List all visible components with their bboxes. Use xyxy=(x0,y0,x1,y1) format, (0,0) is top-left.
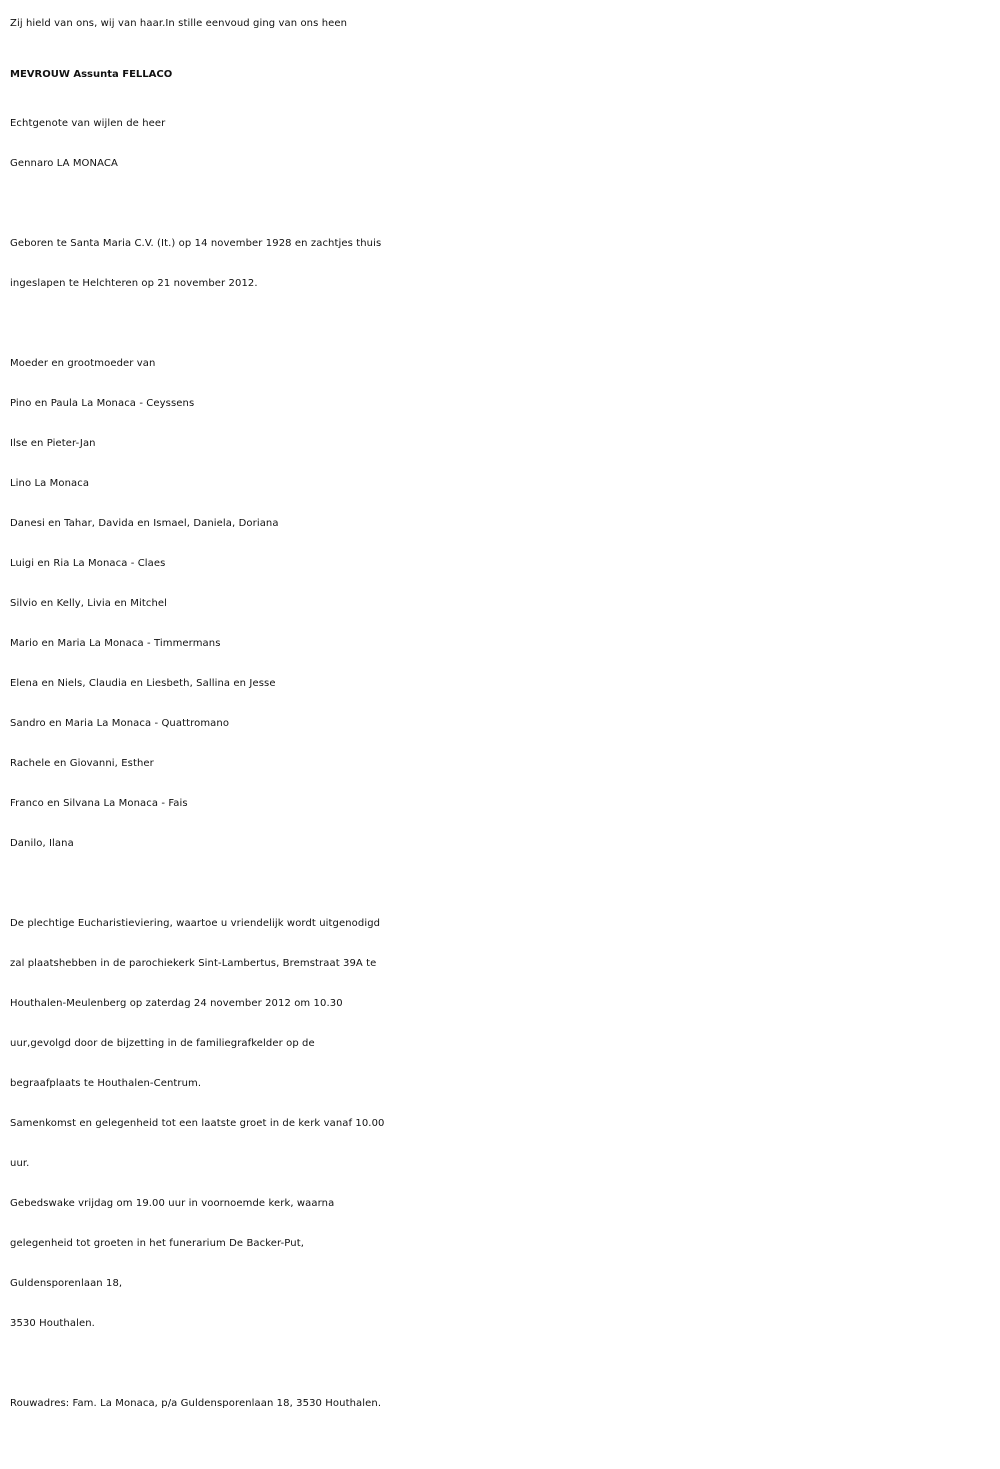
mourning-address: Rouwadres: Fam. La Monaca, p/a Guldensporenlaan 18, 3530 Houthalen. xyxy=(10,1398,382,1409)
family-line: Franco en Silvana La Monaca - Fais xyxy=(10,798,188,809)
spouse-name: Gennaro LA MONACA xyxy=(10,158,118,169)
ceremony-line: Samenkomst en gelegenheid tot een laatste groet in de kerk vanaf 10.00 xyxy=(10,1118,385,1129)
ceremony-line: begraafplaats te Houthalen-Centrum. xyxy=(10,1078,202,1089)
intro-line: Zij hield van ons, wij van haar.In stille eenvoud ging van ons heen xyxy=(10,18,348,29)
spouse-line: Echtgenote van wijlen de heer xyxy=(10,118,166,129)
spacer xyxy=(10,184,995,224)
family-line: Luigi en Ria La Monaca - Claes xyxy=(10,558,166,569)
family-line: Mario en Maria La Monaca - Timmermans xyxy=(10,638,221,649)
ceremony-line: uur. xyxy=(10,1158,30,1169)
ceremony-line: zal plaatshebben in de parochiekerk Sint-Lambertus, Bremstraat 39A te xyxy=(10,958,377,969)
family-line: Rachele en Giovanni, Esther xyxy=(10,758,154,769)
family-line: Danilo, Ilana xyxy=(10,838,74,849)
family-line: Pino en Paula La Monaca - Ceyssens xyxy=(10,398,195,409)
ceremony-line: De plechtige Eucharistieviering, waartoe u vriendelijk wordt uitgenodigd xyxy=(10,918,381,929)
birth-death-line: ingeslapen te Helchteren op 21 november 2012. xyxy=(10,278,258,289)
ceremony-line: uur,gevolgd door de bijzetting in de familiegrafkelder op de xyxy=(10,1038,315,1049)
deceased-name: MEVROUW Assunta FELLACO xyxy=(10,69,173,80)
family-line: Sandro en Maria La Monaca - Quattromano xyxy=(10,718,230,729)
spacer xyxy=(10,1344,995,1384)
ceremony-line: Houthalen-Meulenberg op zaterdag 24 november 2012 om 10.30 xyxy=(10,998,343,1009)
family-heading: Moeder en grootmoeder van xyxy=(10,358,156,369)
ceremony-line: gelegenheid tot groeten in het funerarium De Backer-Put, xyxy=(10,1238,304,1249)
ceremony-line: Guldensporenlaan 18, xyxy=(10,1278,123,1289)
family-line: Danesi en Tahar, Davida en Ismael, Daniela, Doriana xyxy=(10,518,279,529)
family-line: Elena en Niels, Claudia en Liesbeth, Sallina en Jesse xyxy=(10,678,276,689)
spacer xyxy=(10,304,995,344)
family-line: Silvio en Kelly, Livia en Mitchel xyxy=(10,598,168,609)
obituary-notice xyxy=(10,4,995,1424)
family-line: Lino La Monaca xyxy=(10,478,90,489)
family-line: Ilse en Pieter-Jan xyxy=(10,438,96,449)
ceremony-line: Gebedswake vrijdag om 19.00 uur in voornoemde kerk, waarna xyxy=(10,1198,335,1209)
ceremony-line: 3530 Houthalen. xyxy=(10,1318,95,1329)
birth-death-line: Geboren te Santa Maria C.V. (It.) op 14 november 1928 en zachtjes thuis xyxy=(10,238,382,249)
spacer xyxy=(10,864,995,904)
